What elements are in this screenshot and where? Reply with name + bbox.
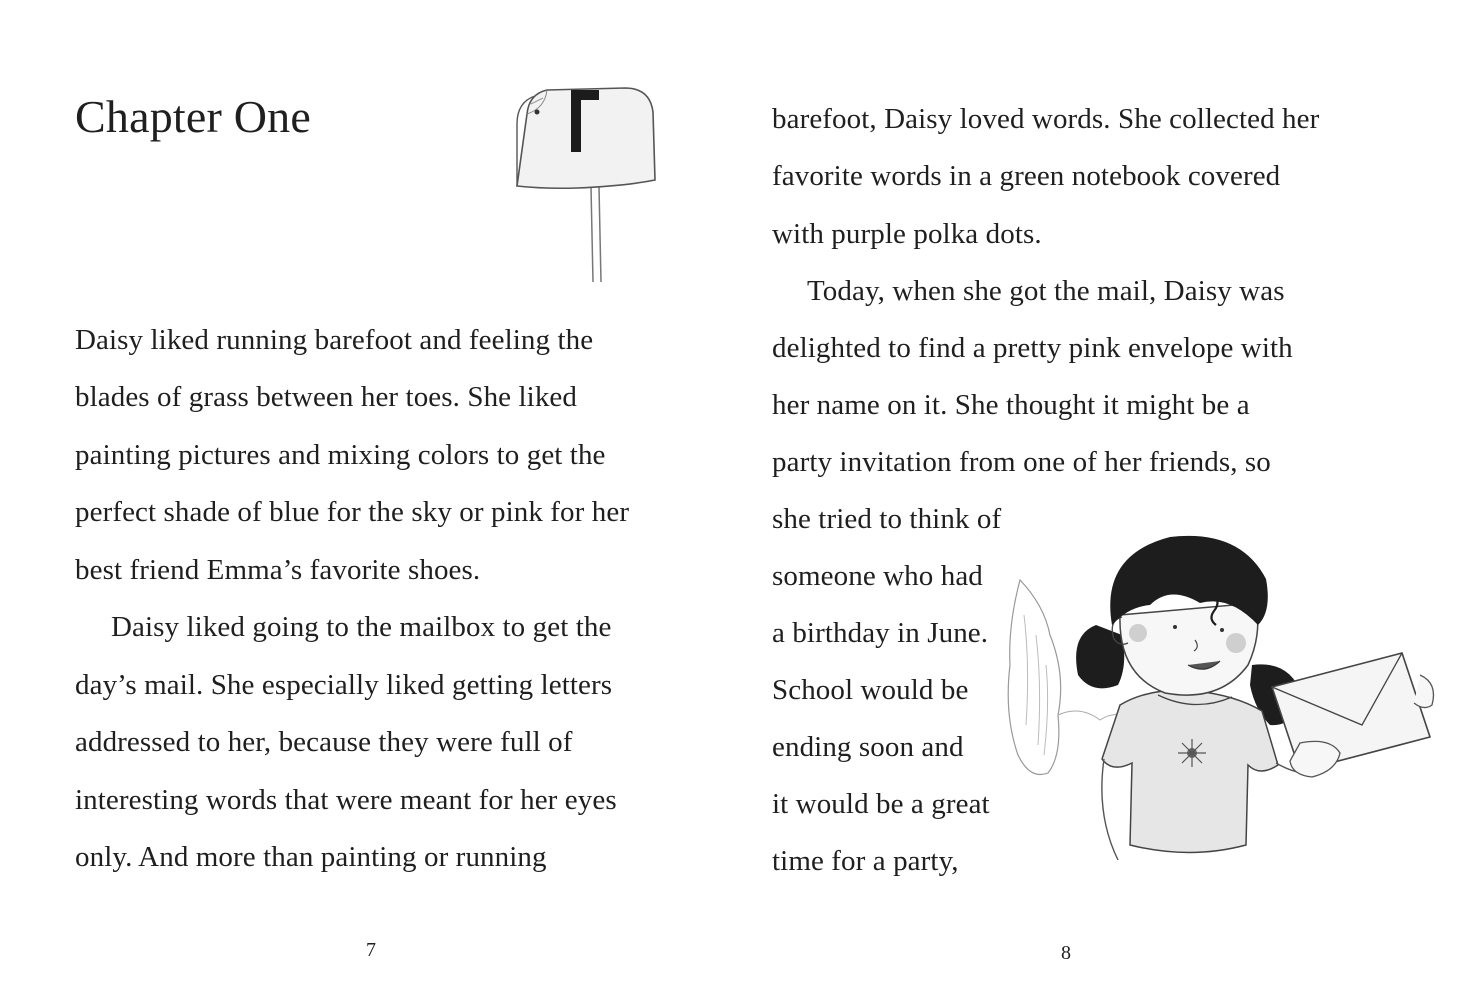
text-line: Daisy liked going to the mailbox to get the [111, 611, 612, 643]
text-line: only. And more than painting or running [75, 841, 547, 873]
text-line: Daisy liked running barefoot and feeling the [75, 324, 594, 356]
page-number: 8 [1061, 942, 1071, 964]
text-line: she tried to think of [772, 503, 1002, 535]
text-line: ending soon and [772, 731, 964, 763]
text-line: with purple polka dots. [772, 218, 1042, 250]
mailbox-illustration [505, 82, 665, 287]
text-line: interesting words that were meant for her eyes [75, 784, 617, 816]
text-line: time for a party, [772, 845, 959, 877]
text-line: School would be [772, 674, 969, 706]
text-line: party invitation from one of her friends, so [772, 446, 1271, 478]
text-line: her name on it. She thought it might be a [772, 389, 1250, 421]
text-line: best friend Emma’s favorite shoes. [75, 554, 481, 586]
page-number: 7 [366, 939, 376, 961]
text-line: day’s mail. She especially liked getting letters [75, 669, 613, 701]
text-line: blades of grass between her toes. She liked [75, 381, 577, 413]
text-line: painting pictures and mixing colors to get the [75, 439, 606, 471]
text-line: someone who had [772, 560, 983, 592]
text-line: Today, when she got the mail, Daisy was [807, 275, 1285, 307]
right-page [732, 0, 1465, 995]
left-page [0, 0, 732, 995]
girl-with-envelope-illustration [1000, 515, 1450, 885]
text-line: delighted to find a pretty pink envelope with [772, 332, 1293, 364]
text-line: perfect shade of blue for the sky or pink for her [75, 496, 630, 528]
text-line: addressed to her, because they were full of [75, 726, 573, 758]
text-line: barefoot, Daisy loved words. She collected her [772, 103, 1320, 135]
text-line: favorite words in a green notebook covered [772, 160, 1281, 192]
text-line: a birthday in June. [772, 617, 989, 649]
chapter-title: Chapter One [75, 91, 311, 142]
text-line: it would be a great [772, 788, 990, 820]
